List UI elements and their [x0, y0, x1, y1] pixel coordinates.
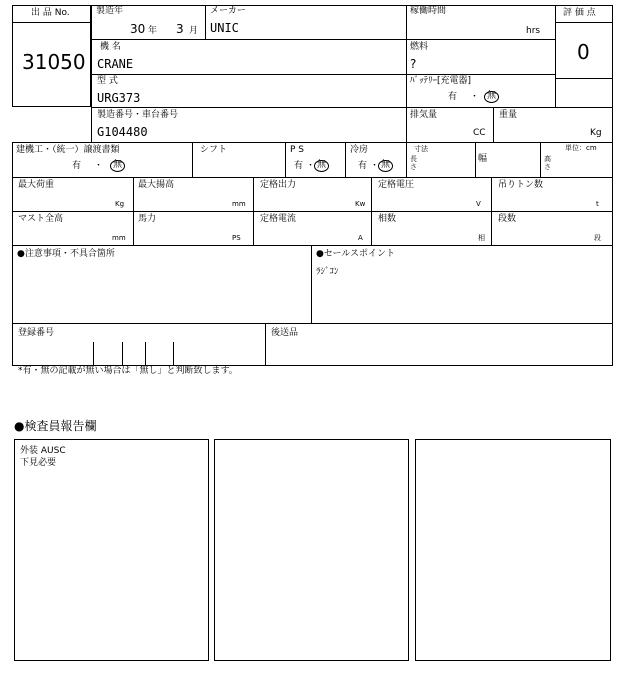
battery-yes: 有: [448, 92, 458, 102]
max-load-unit: Kg: [115, 200, 125, 208]
lift-ton-label: 吊りトン数: [498, 180, 544, 190]
battery-label: ﾊﾞｯﾃﾘｰ[充電器]: [410, 76, 472, 86]
cert-dot: ・: [94, 161, 104, 171]
length-label: 長 さ: [410, 155, 417, 172]
stages-unit: 段: [594, 234, 601, 242]
maker-label: メーカー: [210, 6, 246, 16]
inspector-box-2: [214, 439, 409, 661]
month-unit: 月: [189, 26, 199, 36]
lift-ton-unit: t: [596, 200, 599, 208]
maker-value: UNIC: [210, 21, 239, 35]
ps-label: P S: [290, 145, 305, 155]
lot-number-value: 31050: [22, 50, 86, 74]
registration-label: 登録番号: [18, 328, 55, 338]
mfg-year-value: 30: [130, 22, 146, 36]
serial-label: 製造番号・車台番号: [97, 110, 179, 120]
selling-point-text: ﾗｼﾞｺﾝ: [316, 267, 339, 277]
inspector-box-3: [415, 439, 611, 661]
shift-label: シフト: [200, 145, 228, 155]
score-label: 評 価 点: [563, 8, 596, 18]
inspector-title: ●検査員報告欄: [14, 419, 97, 433]
fuel-label: 燃料: [410, 42, 429, 52]
horsepower-unit: PS: [232, 234, 241, 242]
displacement-label: 排気量: [410, 110, 438, 120]
battery-dot: ・: [470, 92, 480, 102]
serial-value: G104480: [97, 125, 148, 139]
footnote: *有・無の記載が無い場合は「無し」と判断致します。: [18, 366, 238, 376]
selling-point-label: ●セールスポイント: [316, 249, 396, 259]
cooler-dot: ・: [370, 161, 380, 171]
fuel-value: ?: [410, 57, 417, 71]
rated-current-label: 定格電流: [260, 214, 297, 224]
rated-current-unit: A: [358, 234, 363, 242]
cert-yes: 有: [72, 161, 82, 171]
type-value: URG373: [97, 91, 141, 105]
rated-output-unit: Kw: [355, 200, 366, 208]
stages-label: 段数: [498, 214, 517, 224]
weight-unit: Kg: [590, 128, 602, 138]
displacement-unit: CC: [473, 128, 486, 138]
caution-label: ●注意事項・不具合箇所: [17, 249, 115, 259]
height-label: 高 さ: [544, 155, 551, 172]
width-label: 幅: [478, 154, 488, 164]
lot-number-label: 出 品 No.: [31, 8, 70, 18]
ps-dot: ・: [306, 161, 316, 171]
hours-label: 稼働時間: [410, 6, 447, 16]
score-value: 0: [577, 40, 590, 64]
model-name-label: 機 名: [100, 42, 121, 52]
hours-unit: hrs: [526, 26, 541, 36]
mast-height-label: マスト全高: [18, 214, 64, 224]
size-label: 寸法: [414, 145, 428, 153]
cert-docs-label: 建機工・（統一）譲渡書類: [16, 145, 120, 155]
ps-no-circled: 無: [314, 160, 329, 172]
cooler-yes: 有: [358, 161, 368, 171]
max-lift-unit: mm: [232, 200, 246, 208]
weight-label: 重量: [499, 110, 518, 120]
cert-no-circled: 無: [110, 160, 125, 172]
mast-height-unit: mm: [112, 234, 126, 242]
max-lift-label: 最大揚高: [138, 180, 175, 190]
rated-voltage-unit: V: [476, 200, 481, 208]
ps-yes: 有: [294, 161, 304, 171]
cooler-label: 冷房: [350, 145, 369, 155]
max-load-label: 最大荷重: [18, 180, 55, 190]
rated-output-label: 定格出力: [260, 180, 297, 190]
year-unit: 年: [148, 26, 158, 36]
later-shipment-label: 後送品: [271, 328, 299, 338]
inspector-box-1: [14, 439, 209, 661]
inspector-note-line2: 下見必要: [20, 458, 57, 468]
unit-note: 単位：cm: [565, 144, 597, 152]
rated-voltage-label: 定格電圧: [378, 180, 415, 190]
type-label: 型 式: [97, 76, 118, 86]
mfg-year-label: 製造年: [96, 6, 124, 16]
phase-label: 相数: [378, 214, 397, 224]
battery-no-circled: 無: [484, 91, 499, 103]
mfg-month-value: 3: [176, 22, 184, 36]
inspector-note-line1: 外装 AUSC: [20, 446, 66, 456]
phase-unit: 相: [478, 234, 485, 242]
model-name-value: CRANE: [97, 57, 134, 71]
cooler-no-circled: 無: [378, 160, 393, 172]
horsepower-label: 馬力: [138, 214, 157, 224]
